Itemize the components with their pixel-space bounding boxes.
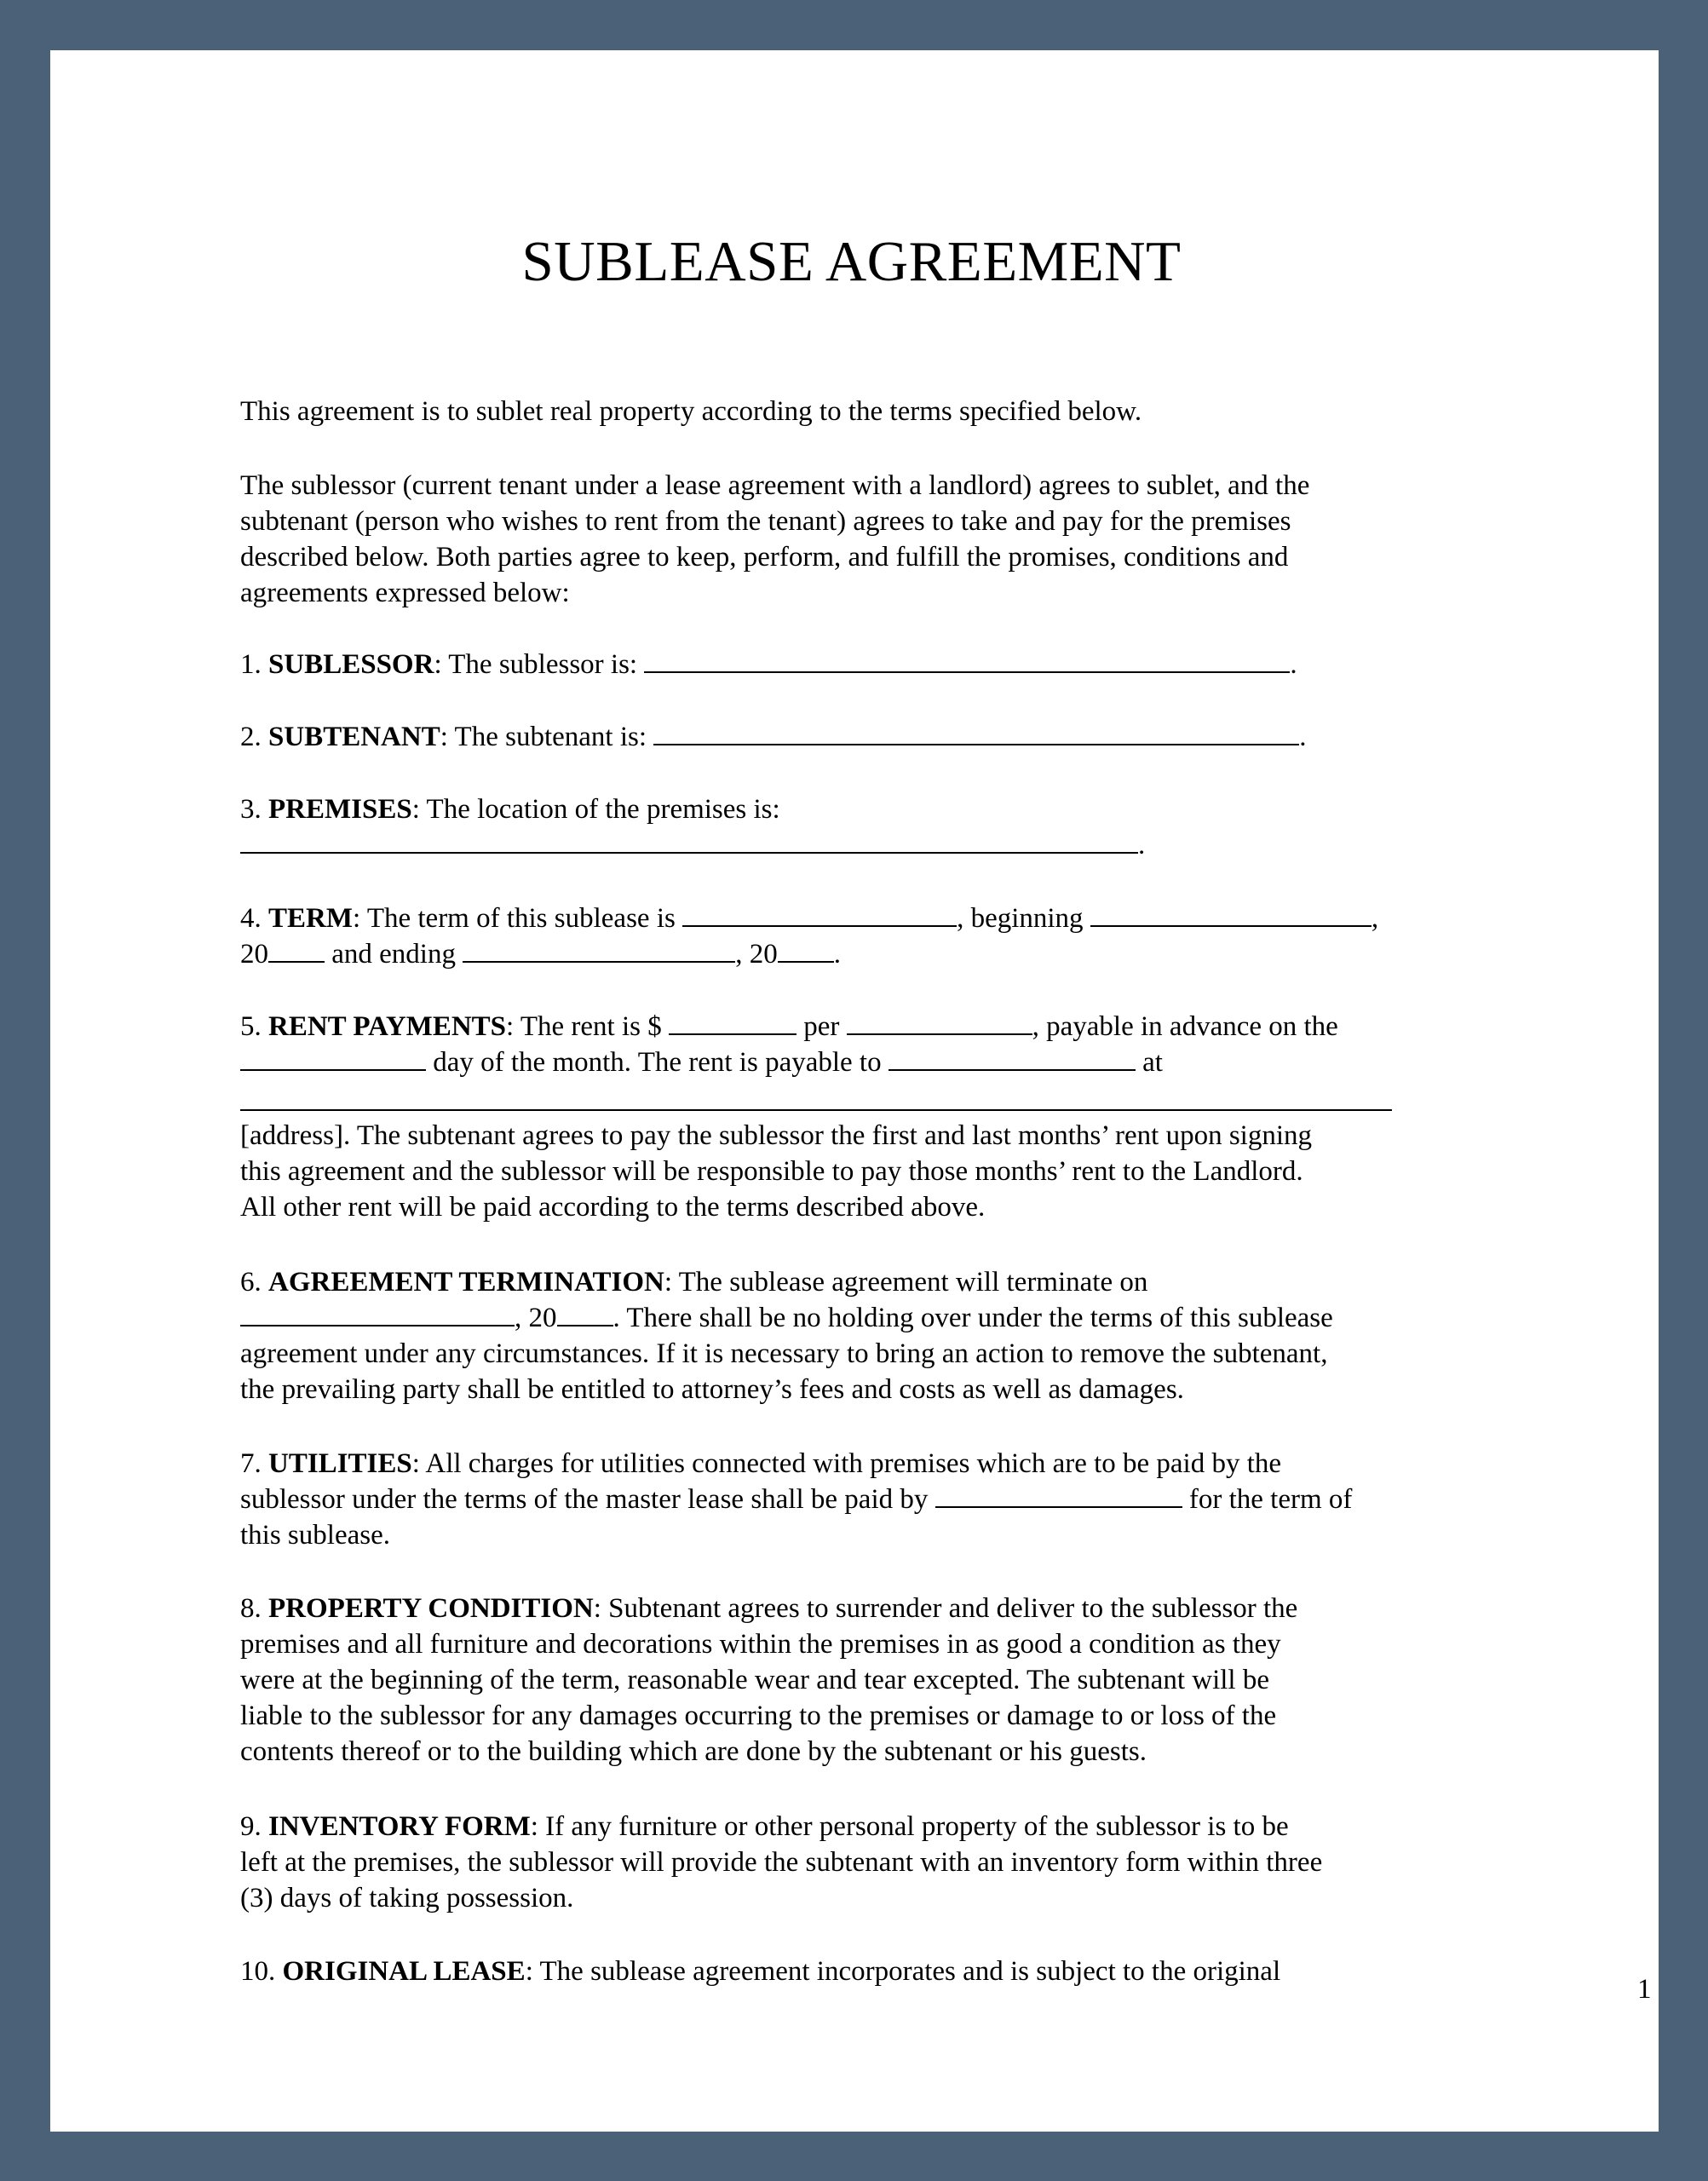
section-number: 2. — [240, 722, 268, 752]
section-property-condition — [240, 1591, 1535, 1770]
termination-line: agreement under any circumstances. If it is necessary to bring an action to remove the subtenant, — [240, 1338, 1328, 1369]
section-text: : The sublease agreement incorporates and is subject to the original — [525, 1956, 1281, 1987]
term-begin-date-blank[interactable] — [1090, 901, 1372, 927]
utilities-line: this sublease. — [240, 1520, 390, 1551]
section-heading: TERM — [268, 903, 353, 934]
section-text: : The subtenant is: — [440, 722, 654, 752]
section-heading: PREMISES — [268, 794, 412, 825]
section-text: : The sublease agreement will terminate on — [664, 1267, 1148, 1298]
section-number: 1. — [240, 649, 268, 680]
section-sublessor — [240, 647, 1535, 682]
section-premises — [240, 791, 1535, 863]
term-comma: , — [1371, 903, 1379, 934]
utilities-payer-blank[interactable] — [935, 1482, 1182, 1508]
section-heading: AGREEMENT TERMINATION — [268, 1267, 664, 1298]
rent-line: [address]. The subtenant agrees to pay the sublessor the first and last months’ rent upon signing — [240, 1120, 1313, 1151]
section-text: : Subtenant agrees to surrender and deliver to the sublessor the — [593, 1593, 1298, 1624]
term-begin-year-blank[interactable] — [268, 937, 325, 963]
section-heading: SUBTENANT — [268, 722, 440, 752]
termination-year-blank[interactable] — [557, 1301, 613, 1326]
rent-due-day-blank[interactable] — [240, 1045, 426, 1071]
term-year-prefix: 20 — [240, 939, 268, 970]
term-length-blank[interactable] — [682, 901, 957, 927]
term-ending-text: and ending — [325, 939, 463, 970]
preamble-line: described below. Both parties agree to keep, perform, and fulfill the promises, conditions and — [240, 542, 1289, 573]
section-number: 9. — [240, 1811, 268, 1842]
subtenant-name-blank[interactable] — [653, 720, 1299, 745]
termination-date-blank[interactable] — [240, 1301, 515, 1326]
section-end: . — [1290, 649, 1297, 680]
property-line: premises and all furniture and decorations within the premises in as good a condition as they — [240, 1629, 1281, 1660]
section-number: 5. — [240, 1011, 268, 1042]
document-page — [50, 50, 1659, 2132]
rent-line: this agreement and the sublessor will be responsible to pay those months’ rent to the Landlord. — [240, 1156, 1303, 1187]
section-number: 7. — [240, 1448, 268, 1479]
premises-location-blank[interactable] — [240, 828, 1138, 854]
section-text: : All charges for utilities connected with premises which are to be paid by the — [411, 1448, 1282, 1479]
utilities-line-start: sublessor under the terms of the master lease shall be paid by — [240, 1484, 935, 1515]
section-inventory-form — [240, 1809, 1535, 1916]
termination-line: the prevailing party shall be entitled to attorney’s fees and costs as well as damages. — [240, 1374, 1184, 1405]
inventory-line: (3) days of taking possession. — [240, 1883, 574, 1913]
rent-payable-text: , payable in advance on the — [1032, 1011, 1338, 1042]
intro-paragraph — [240, 394, 1535, 429]
rent-period-blank[interactable] — [847, 1010, 1032, 1035]
section-subtenant — [240, 719, 1535, 755]
termination-after-year: . There shall be no holding over under the terms of this sublease — [612, 1303, 1333, 1333]
section-heading: PROPERTY CONDITION — [268, 1593, 594, 1624]
document-title: SUBLEASE AGREEMENT — [521, 230, 1182, 293]
term-beginning-text: , beginning — [957, 903, 1090, 934]
property-line: contents thereof or to the building which are done by the subtenant or his guests. — [240, 1736, 1147, 1767]
section-heading: ORIGINAL LEASE — [282, 1956, 526, 1987]
preamble-line: agreements expressed below: — [240, 578, 570, 608]
section-heading: RENT PAYMENTS — [268, 1011, 507, 1042]
section-heading: SUBLESSOR — [268, 649, 434, 680]
section-number: 6. — [240, 1267, 268, 1298]
term-year-sep: , 20 — [735, 939, 778, 970]
sublessor-name-blank[interactable] — [644, 647, 1290, 673]
section-agreement-termination — [240, 1264, 1535, 1407]
section-number: 10. — [240, 1956, 283, 1987]
rent-address-blank[interactable] — [240, 1109, 1392, 1111]
section-text: : If any furniture or other personal property of the sublessor is to be — [530, 1811, 1289, 1842]
rent-amount-blank[interactable] — [669, 1010, 796, 1035]
termination-year-sep: , 20 — [515, 1303, 557, 1333]
preamble-line: The sublessor (current tenant under a lease agreement with a landlord) agrees to sublet, and the — [240, 470, 1310, 501]
preamble-line: subtenant (person who wishes to rent from the tenant) agrees to take and pay for the premises — [240, 506, 1291, 537]
section-original-lease — [240, 1954, 1535, 1989]
rent-day-text: day of the month. The rent is payable to — [426, 1047, 889, 1078]
section-heading: UTILITIES — [268, 1448, 412, 1479]
inventory-line: left at the premises, the sublessor will provide the subtenant with an inventory form within three — [240, 1847, 1323, 1878]
term-end-year-blank[interactable] — [778, 937, 834, 963]
section-heading: INVENTORY FORM — [268, 1811, 531, 1842]
section-number: 8. — [240, 1593, 268, 1624]
rent-per-text: per — [796, 1011, 847, 1042]
section-end: . — [1299, 722, 1307, 752]
rent-line: All other rent will be paid according to the terms described above. — [240, 1192, 986, 1223]
preamble-paragraph — [240, 468, 1535, 611]
section-term — [240, 901, 1535, 972]
page-number: 1 — [1637, 1974, 1652, 2005]
section-text: : The term of this sublease is — [353, 903, 683, 934]
rent-payee-blank[interactable] — [889, 1045, 1136, 1071]
section-utilities — [240, 1446, 1535, 1553]
property-line: liable to the sublessor for any damages occurring to the premises or damage to or loss of the — [240, 1700, 1277, 1731]
term-end-date-blank[interactable] — [463, 937, 735, 963]
section-end: . — [1138, 830, 1146, 860]
rent-at-text: at — [1135, 1047, 1163, 1078]
rent-address-paragraph — [240, 1118, 1535, 1225]
section-end: . — [833, 939, 841, 970]
section-rent-payments — [240, 1009, 1535, 1080]
utilities-line-end: for the term of — [1182, 1484, 1353, 1515]
intro-text: This agreement is to sublet real property according to the terms specified below. — [240, 396, 1142, 427]
section-text: : The rent is $ — [506, 1011, 669, 1042]
property-line: were at the beginning of the term, reasonable wear and tear excepted. The subtenant will be — [240, 1665, 1269, 1695]
section-number: 4. — [240, 903, 268, 934]
section-text: : The sublessor is: — [434, 649, 645, 680]
section-number: 3. — [240, 794, 268, 825]
section-text: : The location of the premises is: — [411, 794, 780, 825]
